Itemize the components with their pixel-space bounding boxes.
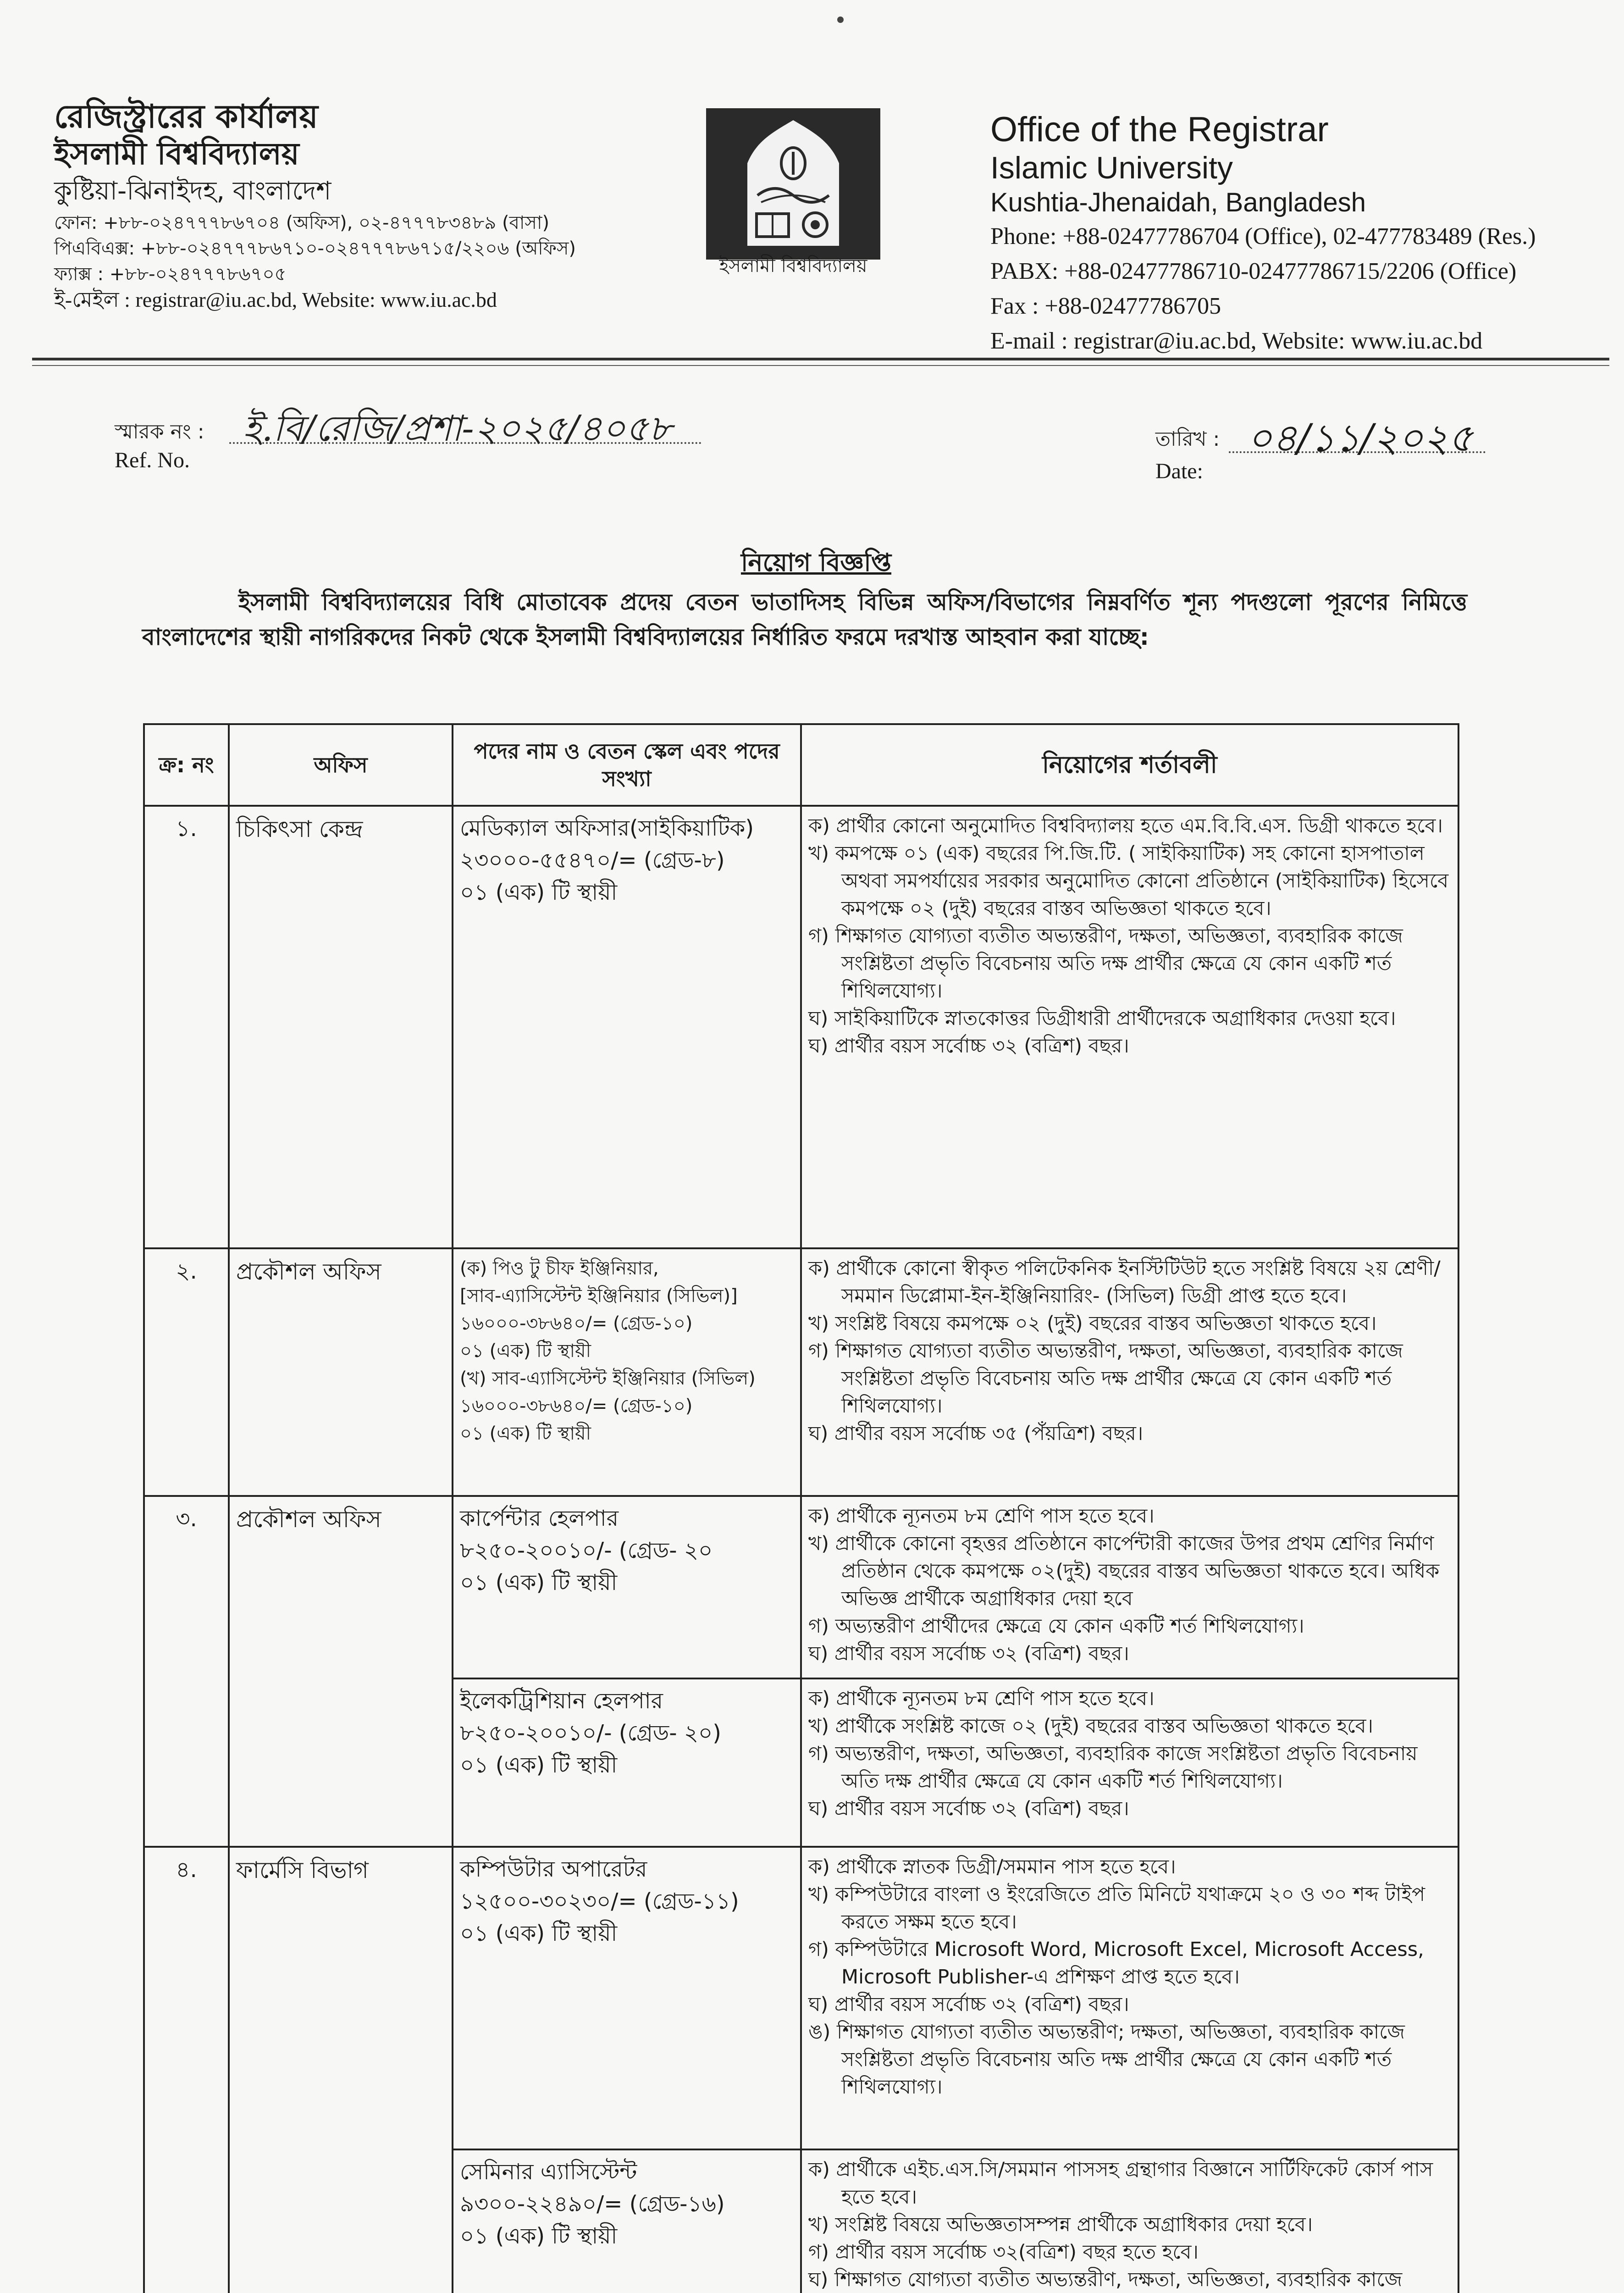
header-divider-thin [32, 365, 1609, 366]
header-divider [32, 358, 1609, 360]
post-title: ইলেকট্রিশিয়ান হেলপার [460, 1688, 663, 1714]
date-value-handwritten: ০৪/১১/২০২৫ [1247, 415, 1474, 460]
condition-item: খ) কম্পিউটারে বাংলা ও ইংরেজিতে প্রতি মিনিটে যথাক্রমে ২০ ও ৩০ শব্দ টাইপ করতে সক্ষম হতে হবে। [808, 1883, 1425, 1933]
office-title-en: Office of the Registrar [990, 110, 1329, 149]
table-row [144, 806, 1458, 1248]
post-cell [453, 1248, 801, 1496]
condition-item: ঘ) সাইকিয়াটিকে স্নাতকোত্তর ডিগ্রীধারী প্রার্থীদেরকে অগ্রাধিকার দেওয়া হবে। [808, 1007, 1396, 1030]
email-bn: ই-মেইল : registrar@iu.ac.bd, Website: www.iu.ac.bd [54, 288, 497, 311]
fax-en: Fax : +88-02477786705 [990, 293, 1221, 319]
condition-item: ঘ) প্রার্থীর বয়স সর্বোচ্চ ৩২ (বত্রিশ) বছর। [808, 1642, 1129, 1665]
pabx-bn: পিএবিএক্স: +৮৮-০২৪৭৭৭৮৬৭১০-০২৪৭৭৭৮৬৭১৫/২২০৬ (অফিস) [54, 238, 576, 259]
post-cell [453, 806, 801, 1248]
office-cell: প্রকৌশল অফিস [229, 1248, 453, 1496]
col-header-office: অফিস [229, 724, 453, 806]
conditions-cell [801, 2149, 1458, 2293]
condition-item: গ) শিক্ষাগত যোগ্যতা ব্যতীত অভ্যন্তরীণ, দক্ষতা, অভিজ্ঞতা, ব্যবহারিক কাজে সংশ্লিষ্টতা প্রভৃতি বিবেচনায় অতি দক্ষ প্রার্থীর ক্ষেত্রে যে কোন একটি শর্ত শিথিলযোগ্য। [808, 1340, 1403, 1418]
condition-item: গ) অভ্যন্তরীণ, দক্ষতা, অভিজ্ঞতা, ব্যবহারিক কাজে সংশ্লিষ্টতা প্রভৃতি বিবেচনায় অতি দক্ষ প্রার্থীর ক্ষেত্রে যে কোন একটি শর্ত শিথিলযোগ্য। [808, 1742, 1418, 1793]
post-title: (ক) পিও টু চীফ ইঞ্জিনিয়ার, [460, 1258, 659, 1279]
col-header-post: পদের নাম ও বেতন স্কেল এবং পদের সংখ্যা [453, 724, 801, 806]
pay-scale: ৮২৫০-২০০১০/- (গ্রেড- ২০ [460, 1538, 713, 1563]
pay-scale: ১৬০০০-৩৮৬৪০/= (গ্রেড-১০) [460, 1313, 693, 1334]
table-row [144, 1847, 1458, 2149]
ref-label-en: Ref. No. [115, 448, 190, 472]
pay-scale: ২৩০০০-৫৫৪৭০/= (গ্রেড-৮) [460, 847, 725, 873]
email-en: E-mail : registrar@iu.ac.bd, Website: www.iu.ac.bd [990, 328, 1483, 354]
serial-cell: ২. [144, 1248, 229, 1496]
post-count: ০১ (এক) টি স্থায়ী [460, 1340, 591, 1362]
intro-paragraph: ইসলামী বিশ্ববিদ্যালয়ের বিধি মোতাবেক প্রদেয় বেতন ভাতাদিসহ বিভিন্ন অফিস/বিভাগের নিম্নবর্ণিত শূন্য পদগুলো পূরণের নিমিত্তে বাংলাদেশের স্থায়ী নাগরিকদের নিকট থেকে ইসলামী বিশ্ববিদ্যালয়ের নির্ধারিত ফরমে দরখাস্ত আহবান করা যাচ্ছে: [142, 589, 1467, 650]
post-title: মেডিক্যাল অফিসার(সাইকিয়াটিক) [460, 815, 754, 841]
condition-item: ক) প্রার্থীর কোনো অনুমোদিত বিশ্ববিদ্যালয় হতে এম.বি.বি.এস. ডিগ্রী থাকতে হবে। [808, 814, 1443, 837]
serial-cell: ৩. [144, 1496, 229, 1847]
post-count: ০১ (এক) টি স্থায়ী [460, 1423, 591, 1444]
post-count: ০১ (এক) টি স্থায়ী [460, 2223, 618, 2249]
conditions-cell [801, 1248, 1458, 1496]
university-logo [706, 108, 880, 260]
post-count: ০১ (এক) টি স্থায়ী [460, 1752, 618, 1778]
serial-cell: ১. [144, 806, 229, 1248]
col-header-conditions: নিয়োগের শর্তাবলী [801, 724, 1458, 806]
ref-value-handwritten: ই.বি/রেজি/প্রশা-২০২৫/৪০৫৮ [243, 408, 672, 449]
post-cell [453, 1678, 801, 1847]
post-title: (খ) সাব-এ্যাসিস্টেন্ট ইঞ্জিনিয়ার (সিভিল) [460, 1368, 756, 1389]
header-bangla [54, 97, 696, 313]
ref-label-bn: স্মারক নং : [115, 420, 204, 443]
post-count: ০১ (এক) টি স্থায়ী [460, 880, 618, 905]
pay-scale: ১৬০০০-৩৮৬৪০/= (গ্রেড-১০) [460, 1396, 693, 1417]
table-row [144, 1496, 1458, 1678]
condition-item: গ) অভ্যন্তরীণ প্রার্থীদের ক্ষেত্রে যে কোন একটি শর্ত শিথিলযোগ্য। [808, 1615, 1304, 1638]
post-cell [453, 1496, 801, 1678]
post-title: কম্পিউটার অপারেটর [460, 1856, 647, 1882]
condition-item: ঙ) শিক্ষাগত যোগ্যতা ব্যতীত অভ্যন্তরীণ; দক্ষতা, অভিজ্ঞতা, ব্যবহারিক কাজে সংশ্লিষ্টতা প্রভৃতি বিবেচনায় অতি দক্ষ প্রার্থীর ক্ষেত্রে যে কোন একটি শর্ত শিথিলযোগ্য। [808, 2021, 1405, 2099]
office-cell: প্রকৌশল অফিস [229, 1496, 453, 1847]
office-cell: চিকিৎসা কেন্দ্র [229, 806, 453, 1248]
condition-item: গ) প্রার্থীর বয়স সর্বোচ্চ ৩২(বত্রিশ) বছর হতে হবে। [808, 2241, 1199, 2264]
condition-item: খ) সংশ্লিষ্ট বিষয়ে কমপক্ষে ০২ (দুই) বছরের বাস্তব অভিজ্ঞতা থাকতে হবে। [808, 1312, 1377, 1335]
condition-item: ক) প্রার্থীকে এইচ.এস.সি/সমমান পাসসহ গ্রন্থাগার বিজ্ঞানে সার্টিফিকেট কোর্স পাস হতে হবে। [808, 2158, 1433, 2209]
conditions-cell [801, 1847, 1458, 2149]
post-title-detail: [সাব-এ্যাসিস্টেন্ট ইঞ্জিনিয়ার (সিভিল)] [460, 1285, 738, 1307]
notice-title: নিয়োগ বিজ্ঞপ্তি [740, 548, 892, 577]
condition-item: খ) কমপক্ষে ০১ (এক) বছরের পি.জি.টি. ( সাইকিয়াটিক) সহ কোনো হাসপাতাল অথবা সমপর্যায়ের সরকার অনুমোদিত কোনো প্রতিষ্ঠানে (সাইকিয়াটিক) হিসেবে কমপক্ষে ০২ (দুই) বছরের বাস্তব অভিজ্ঞতা থাকতে হবে। [808, 842, 1449, 920]
condition-item: ক) প্রার্থীকে ন্যূনতম ৮ম শ্রেণি পাস হতে হবে। [808, 1687, 1154, 1710]
logo-caption: ইসলামী বিশ্ববিদ্যালয় [719, 255, 867, 277]
condition-item: খ) প্রার্থীকে সংশ্লিষ্ট কাজে ০২ (দুই) বছরের বাস্তব অভিজ্ঞতা থাকতে হবে। [808, 1715, 1373, 1738]
vacancy-table [143, 723, 1459, 2293]
condition-item: ঘ) প্রার্থীর বয়স সর্বোচ্চ ৩২ (বত্রিশ) বছর। [808, 1035, 1129, 1058]
office-cell: ফার্মেসি বিভাগ [229, 1847, 453, 2293]
post-title: সেমিনার এ্যাসিস্টেন্ট [460, 2159, 637, 2185]
location-en: Kushtia-Jhenaidah, Bangladesh [990, 188, 1366, 217]
header-english [990, 110, 1614, 359]
university-name-bn: ইসলামী বিশ্ববিদ্যালয় [54, 136, 299, 172]
condition-item: গ) শিক্ষাগত যোগ্যতা ব্যতীত অভ্যন্তরীণ, দক্ষতা, অভিজ্ঞতা, ব্যবহারিক কাজে সংশ্লিষ্টতা প্রভৃতি বিবেচনায় অতি দক্ষ প্রার্থীর ক্ষেত্রে যে কোন একটি শর্ত শিথিলযোগ্য। [808, 925, 1403, 1002]
condition-item: ক) প্রার্থীকে ন্যূনতম ৮ম শ্রেণি পাস হতে হবে। [808, 1505, 1154, 1528]
reference-number [115, 404, 757, 482]
date-label-bn: তারিখ : [1155, 427, 1220, 451]
date-label-en: Date: [1155, 459, 1203, 483]
pay-scale: ৮২৫০-২০০১০/- (গ্রেড- ২০) [460, 1720, 721, 1746]
conditions-cell [801, 806, 1458, 1248]
phone-en: Phone: +88-02477786704 (Office), 02-477783489 (Res.) [990, 223, 1536, 249]
condition-item: ঘ) প্রার্থীর বয়স সর্বোচ্চ ৩৫ (পঁয়ত্রিশ) বছর। [808, 1422, 1143, 1445]
col-header-serial: ক্র: নং [144, 724, 229, 806]
condition-item: গ) কম্পিউটারে Microsoft Word, Microsoft Excel, Microsoft Access, Microsoft Publisher-এ প্রশিক্ষণ প্রাপ্ত হতে হবে। [808, 1938, 1424, 1988]
post-cell [453, 2149, 801, 2293]
conditions-cell [801, 1496, 1458, 1678]
condition-item: ক) প্রার্থীকে কোনো স্বীকৃত পলিটেকনিক ইনস্টিটিউট হতে সংশ্লিষ্ট বিষয়ে ২য় শ্রেণী/সমমান ডিপ্লোমা-ইন-ইঞ্জিনিয়ারিং- (সিভিল) ডিগ্রী প্রাপ্ত হতে হবে। [808, 1257, 1441, 1307]
fax-bn: ফ্যাক্স : +৮৮-০২৪৭৭৭৮৬৭০৫ [54, 264, 287, 285]
condition-item: ক) প্রার্থীকে স্নাতক ডিগ্রী/সমমান পাস হতে হবে। [808, 1855, 1176, 1878]
pay-scale: ৯৩০০-২২৪৯০/= (গ্রেড-১৬) [460, 2191, 725, 2217]
condition-item: ঘ) প্রার্থীর বয়স সর্বোচ্চ ৩২ (বত্রিশ) বছর। [808, 1993, 1129, 2016]
condition-item: খ) সংশ্লিষ্ট বিষয়ে অভিজ্ঞতাসম্পন্ন প্রার্থীকে অগ্রাধিকার দেয়া হবে। [808, 2213, 1313, 2236]
pabx-en: PABX: +88-02477786710-02477786715/2206 (Office) [990, 258, 1517, 284]
scan-mark [837, 17, 844, 23]
pay-scale: ১২৫০০-৩০২৩০/= (গ্রেড-১১) [460, 1889, 739, 1914]
conditions-cell [801, 1678, 1458, 1847]
post-cell [453, 1847, 801, 2149]
condition-item: ঘ) প্রার্থীর বয়স সর্বোচ্চ ৩২ (বত্রিশ) বছর। [808, 1797, 1129, 1820]
phone-bn: ফোন: +৮৮-০২৪৭৭৭৮৬৭০৪ (অফিস), ০২-৪৭৭৭৮৩৪৮৯ (বাসা) [54, 212, 550, 233]
table-row [144, 1248, 1458, 1496]
date-field [1155, 404, 1522, 495]
table-header-row [144, 724, 1458, 806]
condition-item: ঘ) শিক্ষাগত যোগ্যতা ব্যতীত অভ্যন্তরীণ, দক্ষতা, অভিজ্ঞতা, ব্যবহারিক কাজে [808, 2268, 1403, 2291]
university-name-en: Islamic University [990, 150, 1233, 185]
logo-emblem-icon [706, 108, 880, 260]
post-count: ০১ (এক) টি স্থায়ী [460, 1570, 618, 1595]
location-bn: কুষ্টিয়া-ঝিনাইদহ, বাংলাদেশ [54, 176, 331, 206]
condition-item: খ) প্রার্থীকে কোনো বৃহত্তর প্রতিষ্ঠানে কার্পেন্টারী কাজের উপর প্রথম শ্রেণির নির্মাণ প্রতিষ্ঠান থেকে কমপক্ষে ০২(দুই) বছরের বাস্তব অভিজ্ঞতা থাকতে হবে। অধিক অভিজ্ঞ প্রার্থীকে অগ্রাধিকার দেয়া হবে [808, 1532, 1440, 1610]
office-title-bn: রেজিস্ট্রারের কার্যালয় [54, 98, 318, 135]
post-count: ০১ (এক) টি স্থায়ী [460, 1921, 618, 1946]
serial-cell: ৪. [144, 1847, 229, 2293]
post-title: কার্পেন্টার হেলপার [460, 1506, 619, 1531]
